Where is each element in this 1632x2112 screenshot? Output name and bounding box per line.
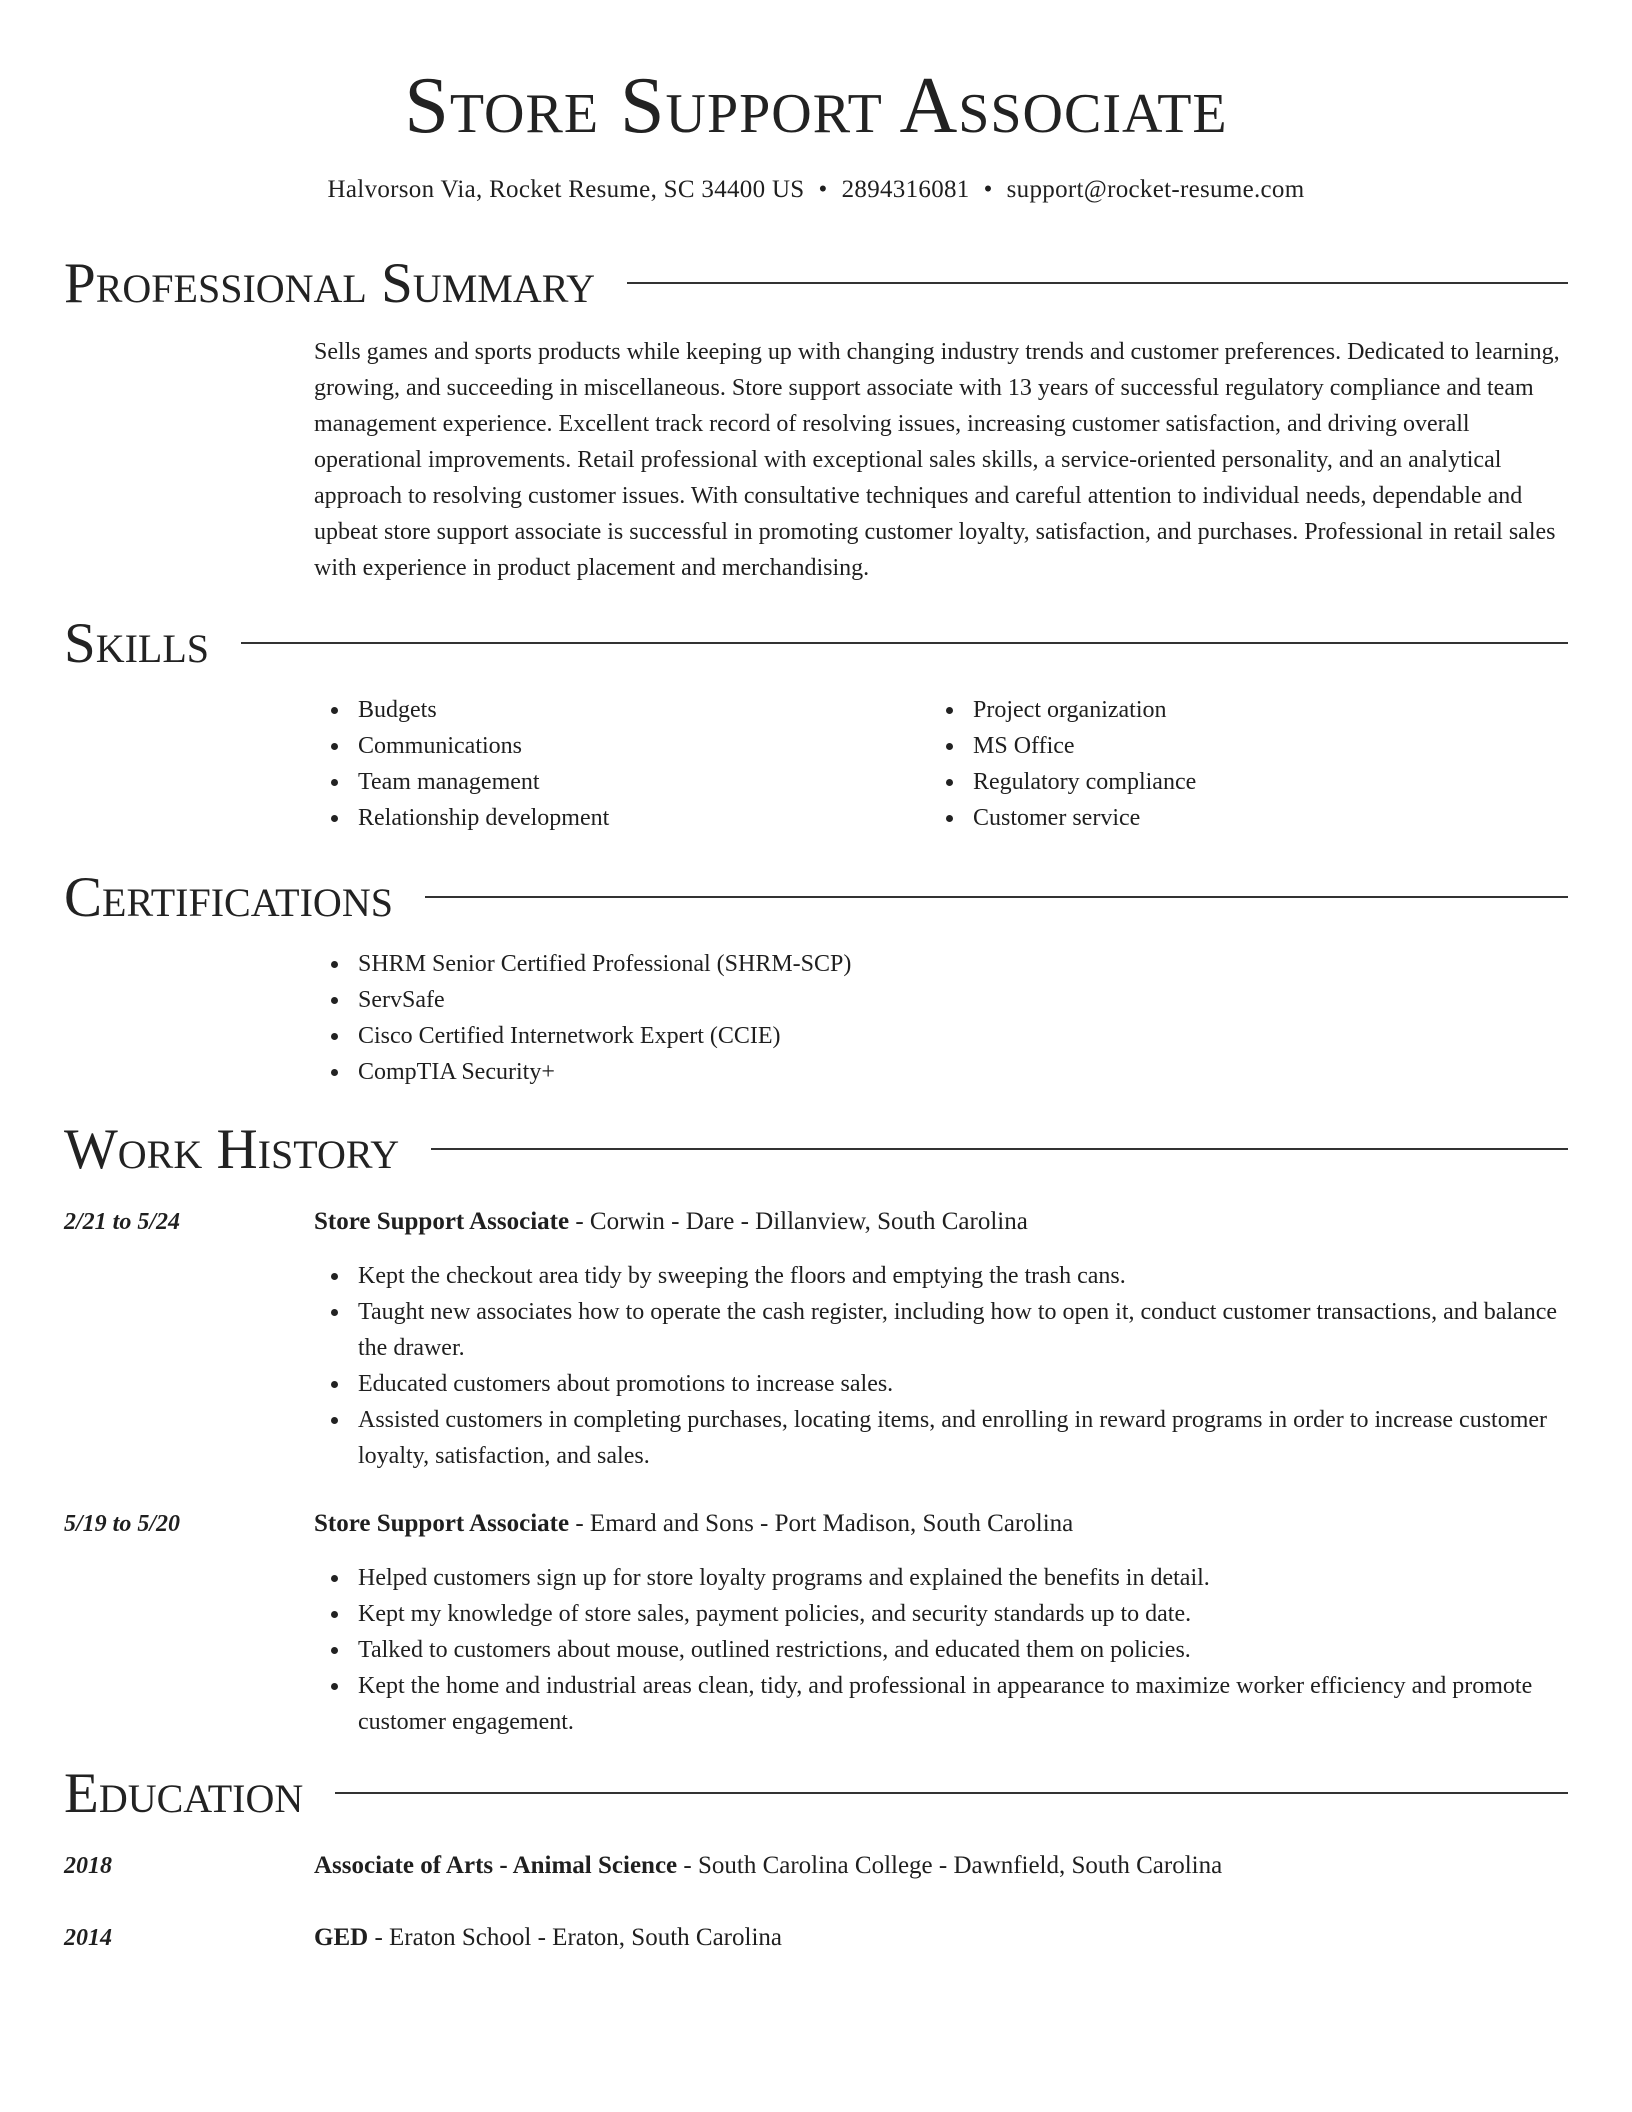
responsibility-item: Educated customers about promotions to increase sales. xyxy=(358,1366,1568,1402)
skills-section-header xyxy=(64,612,1568,676)
education-section-header xyxy=(64,1762,1568,1826)
work-section-header xyxy=(64,1118,1568,1182)
resume-page xyxy=(64,0,1568,1951)
section-divider xyxy=(335,1792,1568,1794)
job-title: Store Support Associate xyxy=(314,1510,570,1537)
responsibility-item: Talked to customers about mouse, outlined restrictions, and educated them on policies. xyxy=(358,1632,1568,1668)
skill-item: Project organization xyxy=(973,692,1544,728)
education-degree: Associate of Arts - Animal Science xyxy=(314,1852,678,1879)
job-title: Store Support Associate xyxy=(314,1208,570,1235)
education-section-title: Education xyxy=(64,1762,304,1825)
summary-section-header xyxy=(64,252,1568,316)
job-employer: - Corwin - Dare - Dillanview, South Carolina xyxy=(569,1208,1028,1235)
job-responsibilities xyxy=(314,1560,1568,1740)
responsibility-item: Taught new associates how to operate the cash register, including how to open it, conduct customer transactions, and balance the drawer. xyxy=(358,1294,1568,1366)
section-divider xyxy=(431,1148,1568,1150)
education-heading xyxy=(314,1848,1568,1884)
job-employer: - Emard and Sons - Port Madison, South Carolina xyxy=(569,1510,1074,1537)
responsibility-item: Kept the home and industrial areas clean, tidy, and professional in appearance to maximize worker efficiency and promote customer engagement. xyxy=(358,1668,1568,1740)
candidate-name: Store Support Associate xyxy=(404,62,1228,150)
summary-text: Sells games and sports products while keeping up with changing industry trends and customer preferences. Dedicated to learning, growing, and succeeding in miscellaneous. Store support associate with 13 years of successful regulatory compliance and team management experience. Excellent track record of resolving issues, increasing customer satisfaction, and driving overall operational improvements. Retail professional with exceptional sales skills, a service-oriented personality, and an analytical approach to resolving customer issues. With consultative techniques and careful attention to individual needs, dependable and upbeat store support associate is successful in promoting customer loyalty, satisfaction, and purchases. Professional in retail sales with experience in product placement and merchandising. xyxy=(314,339,1560,581)
certification-item: ServSafe xyxy=(358,982,1568,1018)
certifications-section-header xyxy=(64,866,1568,930)
certifications-section-title: Certifications xyxy=(64,866,393,929)
certification-item: CompTIA Security+ xyxy=(358,1054,1568,1090)
education-heading xyxy=(314,1920,1568,1956)
job-dates: 2/21 to 5/24 xyxy=(64,1209,181,1235)
separator-dot: • xyxy=(983,176,993,203)
skill-item: Regulatory compliance xyxy=(973,764,1544,800)
certification-item: Cisco Certified Internetwork Expert (CCIE) xyxy=(358,1018,1568,1054)
skill-item: Team management xyxy=(358,764,929,800)
education-degree: GED xyxy=(314,1924,369,1951)
skills-column-left xyxy=(314,692,929,836)
separator-dot: • xyxy=(818,176,828,203)
contact-email: support@rocket-resume.com xyxy=(1006,176,1305,203)
certifications-list xyxy=(314,946,1568,1090)
work-section-title: Work History xyxy=(64,1118,400,1181)
job-dates: 5/19 to 5/20 xyxy=(64,1511,181,1537)
skills-list xyxy=(314,692,1568,836)
summary-section-title: Professional Summary xyxy=(64,252,596,315)
skill-item: MS Office xyxy=(973,728,1544,764)
skills-column-right xyxy=(929,692,1544,836)
job-heading xyxy=(314,1506,1568,1542)
section-divider xyxy=(627,282,1568,284)
contact-phone: 2894316081 xyxy=(841,176,970,203)
skill-item: Relationship development xyxy=(358,800,929,836)
responsibility-item: Assisted customers in completing purchases, locating items, and enrolling in reward programs in order to increase customer loyalty, satisfaction, and sales. xyxy=(358,1402,1568,1474)
education-school: - Eraton School - Eraton, South Carolina xyxy=(368,1924,782,1951)
education-year: 2018 xyxy=(64,1853,112,1879)
skills-section-title: Skills xyxy=(64,612,210,675)
skill-item: Customer service xyxy=(973,800,1544,836)
responsibility-item: Kept my knowledge of store sales, payment policies, and security standards up to date. xyxy=(358,1596,1568,1632)
education-school: - South Carolina College - Dawnfield, South Carolina xyxy=(677,1852,1223,1879)
responsibility-item: Helped customers sign up for store loyalty programs and explained the benefits in detail. xyxy=(358,1560,1568,1596)
contact-address: Halvorson Via, Rocket Resume, SC 34400 US xyxy=(327,176,805,203)
responsibility-item: Kept the checkout area tidy by sweeping the floors and emptying the trash cans. xyxy=(358,1258,1568,1294)
certification-item: SHRM Senior Certified Professional (SHRM-SCP) xyxy=(358,946,1568,982)
section-divider xyxy=(241,642,1568,644)
section-divider xyxy=(425,896,1568,898)
skill-item: Budgets xyxy=(358,692,929,728)
education-year: 2014 xyxy=(64,1925,112,1951)
job-responsibilities xyxy=(314,1258,1568,1474)
skill-item: Communications xyxy=(358,728,929,764)
contact-line xyxy=(64,174,1568,206)
job-heading xyxy=(314,1204,1568,1240)
